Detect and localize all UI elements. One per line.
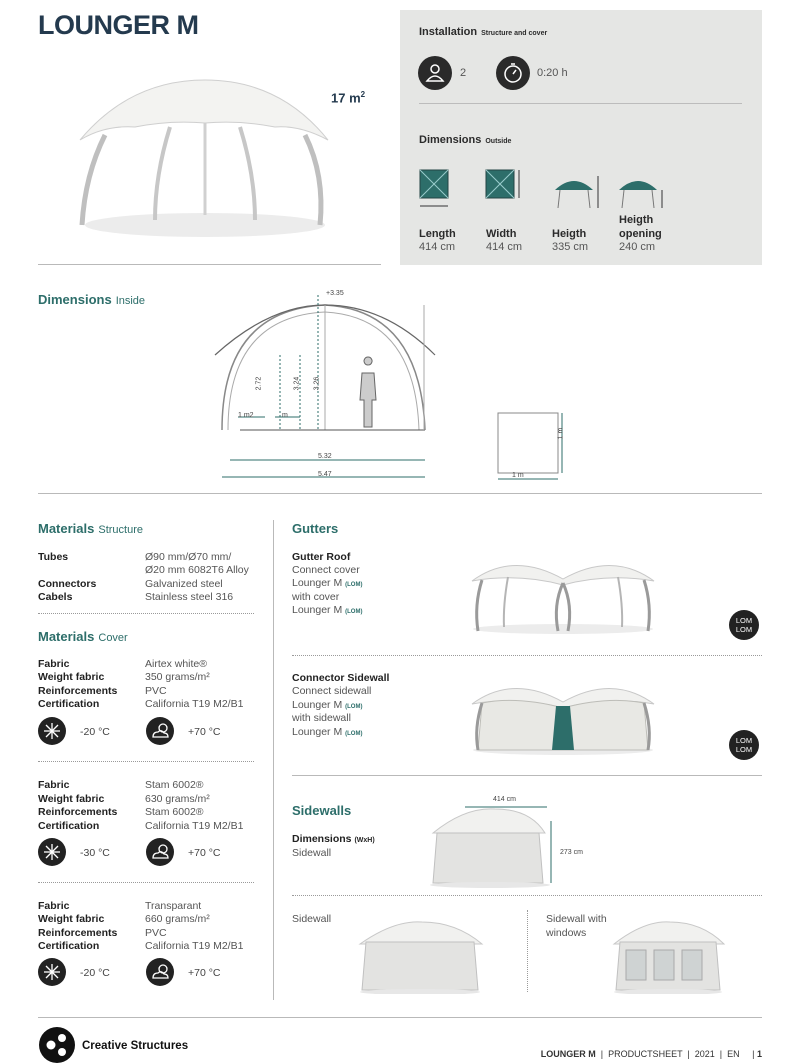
cover3-label-fabric: Fabric xyxy=(38,900,70,912)
cover3-value-reinf: PVC xyxy=(145,927,167,939)
sidewall-windows-image xyxy=(610,920,728,994)
cover2-value-weight: 630 grams/m² xyxy=(145,793,210,805)
materials-cover-title: Materials Cover xyxy=(38,629,128,644)
structure-value-connectors: Galvanized steel xyxy=(145,578,223,590)
cover3-value-weight: 660 grams/m² xyxy=(145,913,210,925)
cover2-value-cert: California T19 M2/B1 xyxy=(145,820,244,832)
cover1-label-cert: Certification xyxy=(38,698,100,710)
inside-h2-label: 3.24 xyxy=(293,376,301,391)
gutter-roof-l4: Lounger M (LOM) xyxy=(292,604,363,616)
dims-outside-title: Dimensions Outside xyxy=(419,134,512,146)
gutter-sidewall-l2: Lounger M (LOM) xyxy=(292,699,363,711)
gutter-roof-l2: Lounger M (LOM) xyxy=(292,577,363,589)
sidewall-height: 273 cm xyxy=(560,849,583,856)
length-icon xyxy=(418,168,452,210)
width-label: Width xyxy=(486,228,517,240)
cover2-label-weight: Weight fabric xyxy=(38,793,105,805)
gutter-sidewall-image xyxy=(468,678,658,756)
inside-w2-label: 5.47 xyxy=(318,471,332,478)
sun-cloud-icon xyxy=(146,958,174,986)
inside-w1-label: 5.32 xyxy=(318,453,332,460)
gutters-title: Gutters xyxy=(292,521,339,536)
stopwatch-icon xyxy=(496,56,530,90)
cover3-value-fabric: Transparant xyxy=(145,900,202,912)
inside-m2-label: 1 m2 xyxy=(238,412,254,419)
inside-top-label: +3.35 xyxy=(326,290,344,297)
gutter-roof-l3: with cover xyxy=(292,591,340,603)
cover1-value-weight: 350 grams/m² xyxy=(145,671,210,683)
specs-panel xyxy=(400,10,762,265)
cover3-value-cert: California T19 M2/B1 xyxy=(145,940,244,952)
height-opening-label-2: opening xyxy=(619,228,662,240)
structure-label-cabels: Cabels xyxy=(38,591,73,603)
height-value: 335 cm xyxy=(552,241,589,253)
cover2-value-fabric: Stam 6002® xyxy=(145,779,204,791)
footer-meta: LOUNGER M | PRODUCTSHEET | 2021 | EN | 1 xyxy=(540,1049,762,1059)
cover1-label-weight: Weight fabric xyxy=(38,671,105,683)
structure-label-connectors: Connectors xyxy=(38,578,97,590)
cover1-value-cert: California T19 M2/B1 xyxy=(145,698,244,710)
width-value: 414 cm xyxy=(486,241,523,253)
sun-cloud-icon xyxy=(146,717,174,745)
gutter-roof-head: Gutter Roof xyxy=(292,551,351,563)
inside-m-label: m xyxy=(282,412,288,419)
materials-structure-title: Materials Structure xyxy=(38,521,144,536)
height-opening-icon xyxy=(616,172,666,212)
gutter-sidewall-l3: with sidewall xyxy=(292,712,351,724)
cover1-value-reinf: PVC xyxy=(145,685,167,697)
cover2-value-reinf: Stam 6002® xyxy=(145,806,204,818)
cover3-label-reinf: Reinforcements xyxy=(38,927,118,939)
cover2-hot: +70 °C xyxy=(188,847,221,859)
installation-title: Installation Structure and cover xyxy=(419,26,548,38)
installation-time: 0:20 h xyxy=(537,67,568,79)
cover2-label-reinf: Reinforcements xyxy=(38,806,118,818)
height-icon xyxy=(552,172,602,212)
inside-h3-label: 3.26 xyxy=(313,376,321,391)
width-icon xyxy=(484,168,522,210)
sidewall-dim-head: Dimensions (WxH) xyxy=(292,833,375,845)
gutter-roof-l1: Connect cover xyxy=(292,564,360,576)
cover3-hot: +70 °C xyxy=(188,967,221,979)
cover1-label-reinf: Reinforcements xyxy=(38,685,118,697)
sun-cloud-icon xyxy=(146,838,174,866)
footer-brand: Creative Structures xyxy=(82,1040,189,1052)
cover3-cold: -20 °C xyxy=(80,967,110,979)
person-icon xyxy=(418,56,452,90)
page-title: LOUNGER M xyxy=(38,10,199,40)
cover1-hot: +70 °C xyxy=(188,726,221,738)
structure-label-tubes: Tubes xyxy=(38,551,69,563)
snowflake-icon xyxy=(38,958,66,986)
sidewall-dimension-image xyxy=(425,803,560,888)
tent-hero-image xyxy=(70,75,340,240)
dims-inside-title: Dimensions Inside xyxy=(38,292,146,307)
sidewall-option-2a: Sidewall with xyxy=(546,913,607,925)
structure-value-tubes-2: Ø20 mm 6082T6 Alloy xyxy=(145,564,249,576)
lom-badge-roof: LOM LOM xyxy=(729,610,759,640)
sidewall-option-1: Sidewall xyxy=(292,913,332,925)
area-label: 17 $m^2$ xyxy=(331,90,366,106)
sidewall-image xyxy=(356,920,486,994)
cover1-label-fabric: Fabric xyxy=(38,658,70,670)
gutter-roof-image xyxy=(468,555,658,635)
creative-structures-logo-icon xyxy=(38,1026,76,1064)
sidewall-width: 414 cm xyxy=(493,796,516,803)
square-h-label: 1 m xyxy=(557,427,565,440)
cover3-label-cert: Certification xyxy=(38,940,100,952)
snowflake-icon xyxy=(38,717,66,745)
structure-value-cabels: Stainless steel 316 xyxy=(145,591,234,603)
height-opening-value: 240 cm xyxy=(619,241,656,253)
snowflake-icon xyxy=(38,838,66,866)
cover2-cold: -30 °C xyxy=(80,847,110,859)
square-w-label: 1 m xyxy=(512,472,524,479)
cover3-label-weight: Weight fabric xyxy=(38,913,105,925)
structure-value-tubes: Ø90 mm/Ø70 mm/ xyxy=(145,551,232,563)
cover2-label-cert: Certification xyxy=(38,820,100,832)
sidewall-dim-sub: Sidewall xyxy=(292,847,332,859)
installation-persons: 2 xyxy=(460,67,467,79)
sidewall-option-2b: windows xyxy=(546,927,587,939)
height-opening-label-1: Heigth xyxy=(619,214,654,226)
cover1-cold: -20 °C xyxy=(80,726,110,738)
length-value: 414 cm xyxy=(419,241,456,253)
gutter-sidewall-l4: Lounger M (LOM) xyxy=(292,726,363,738)
square-meter-diagram xyxy=(490,405,570,485)
inside-h1-label: 2.72 xyxy=(255,376,263,391)
length-label: Length xyxy=(419,228,456,240)
lom-badge-sidewall: LOM LOM xyxy=(729,730,759,760)
gutter-sidewall-l1: Connect sidewall xyxy=(292,685,372,697)
cover1-value-fabric: Airtex white® xyxy=(145,658,208,670)
height-label: Heigth xyxy=(552,228,587,240)
gutter-sidewall-head: Connector Sidewall xyxy=(292,672,390,684)
cover2-label-fabric: Fabric xyxy=(38,779,70,791)
sidewalls-title: Sidewalls xyxy=(292,803,352,818)
